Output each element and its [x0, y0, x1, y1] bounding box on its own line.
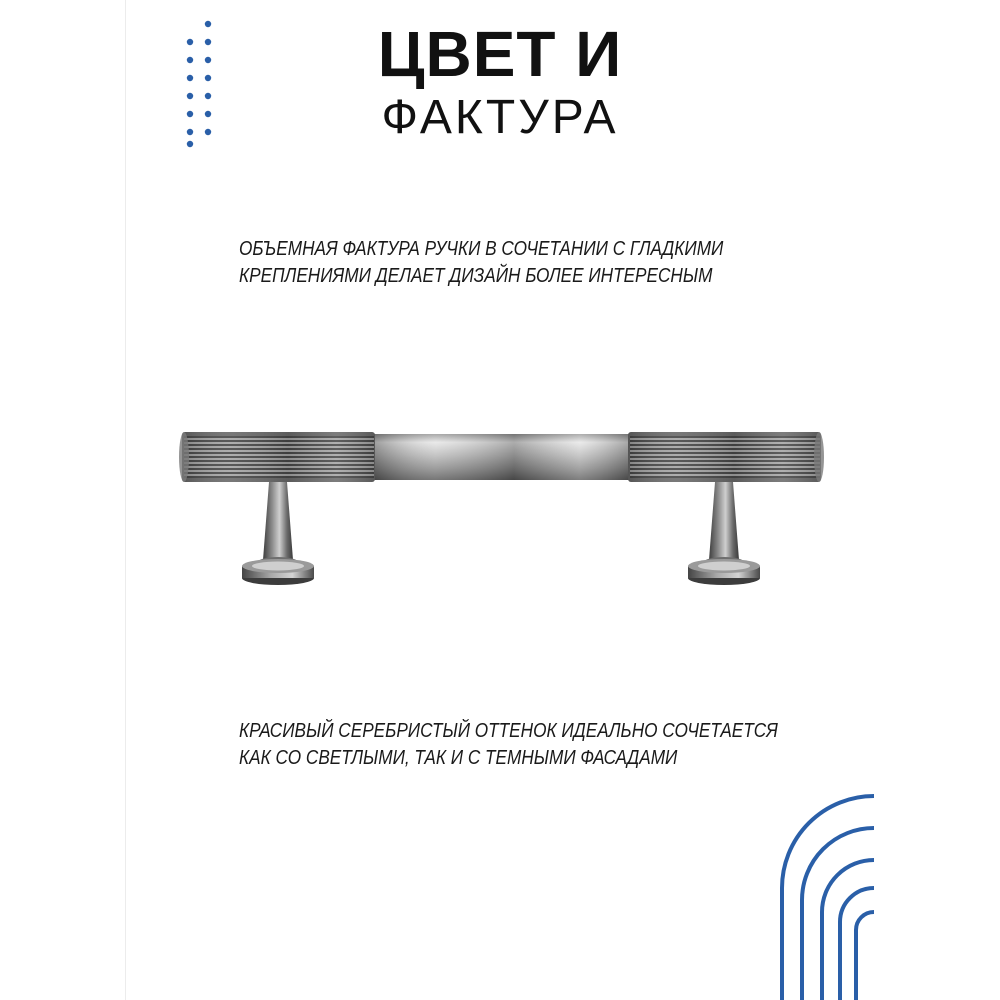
description-line: ОБЪЕМНАЯ ФАКТУРА РУЧКИ В СОЧЕТАНИИ С ГЛАДКИМИ — [239, 238, 724, 260]
description-line: КАК СО СВЕТЛЫМИ, ТАК И С ТЕМНЫМИ ФАСАДАМИ — [239, 747, 678, 769]
description-line: КРАСИВЫЙ СЕРЕБРИСТЫЙ ОТТЕНОК ИДЕАЛЬНО СОЧЕТАЕТСЯ — [239, 720, 778, 742]
concentric-arcs-icon — [770, 790, 880, 1000]
description-texture — [239, 236, 772, 290]
page-subtitle: ФАКТУРА — [381, 91, 619, 144]
description-line: КРЕПЛЕНИЯМИ ДЕЛАЕТ ДИЗАЙН БОЛЕЕ ИНТЕРЕСНЫМ — [239, 265, 713, 287]
page-title: ЦВЕТ И — [377, 18, 623, 90]
furniture-handle-image — [175, 420, 825, 595]
description-color — [239, 718, 778, 772]
page-edge-line — [125, 0, 126, 1000]
